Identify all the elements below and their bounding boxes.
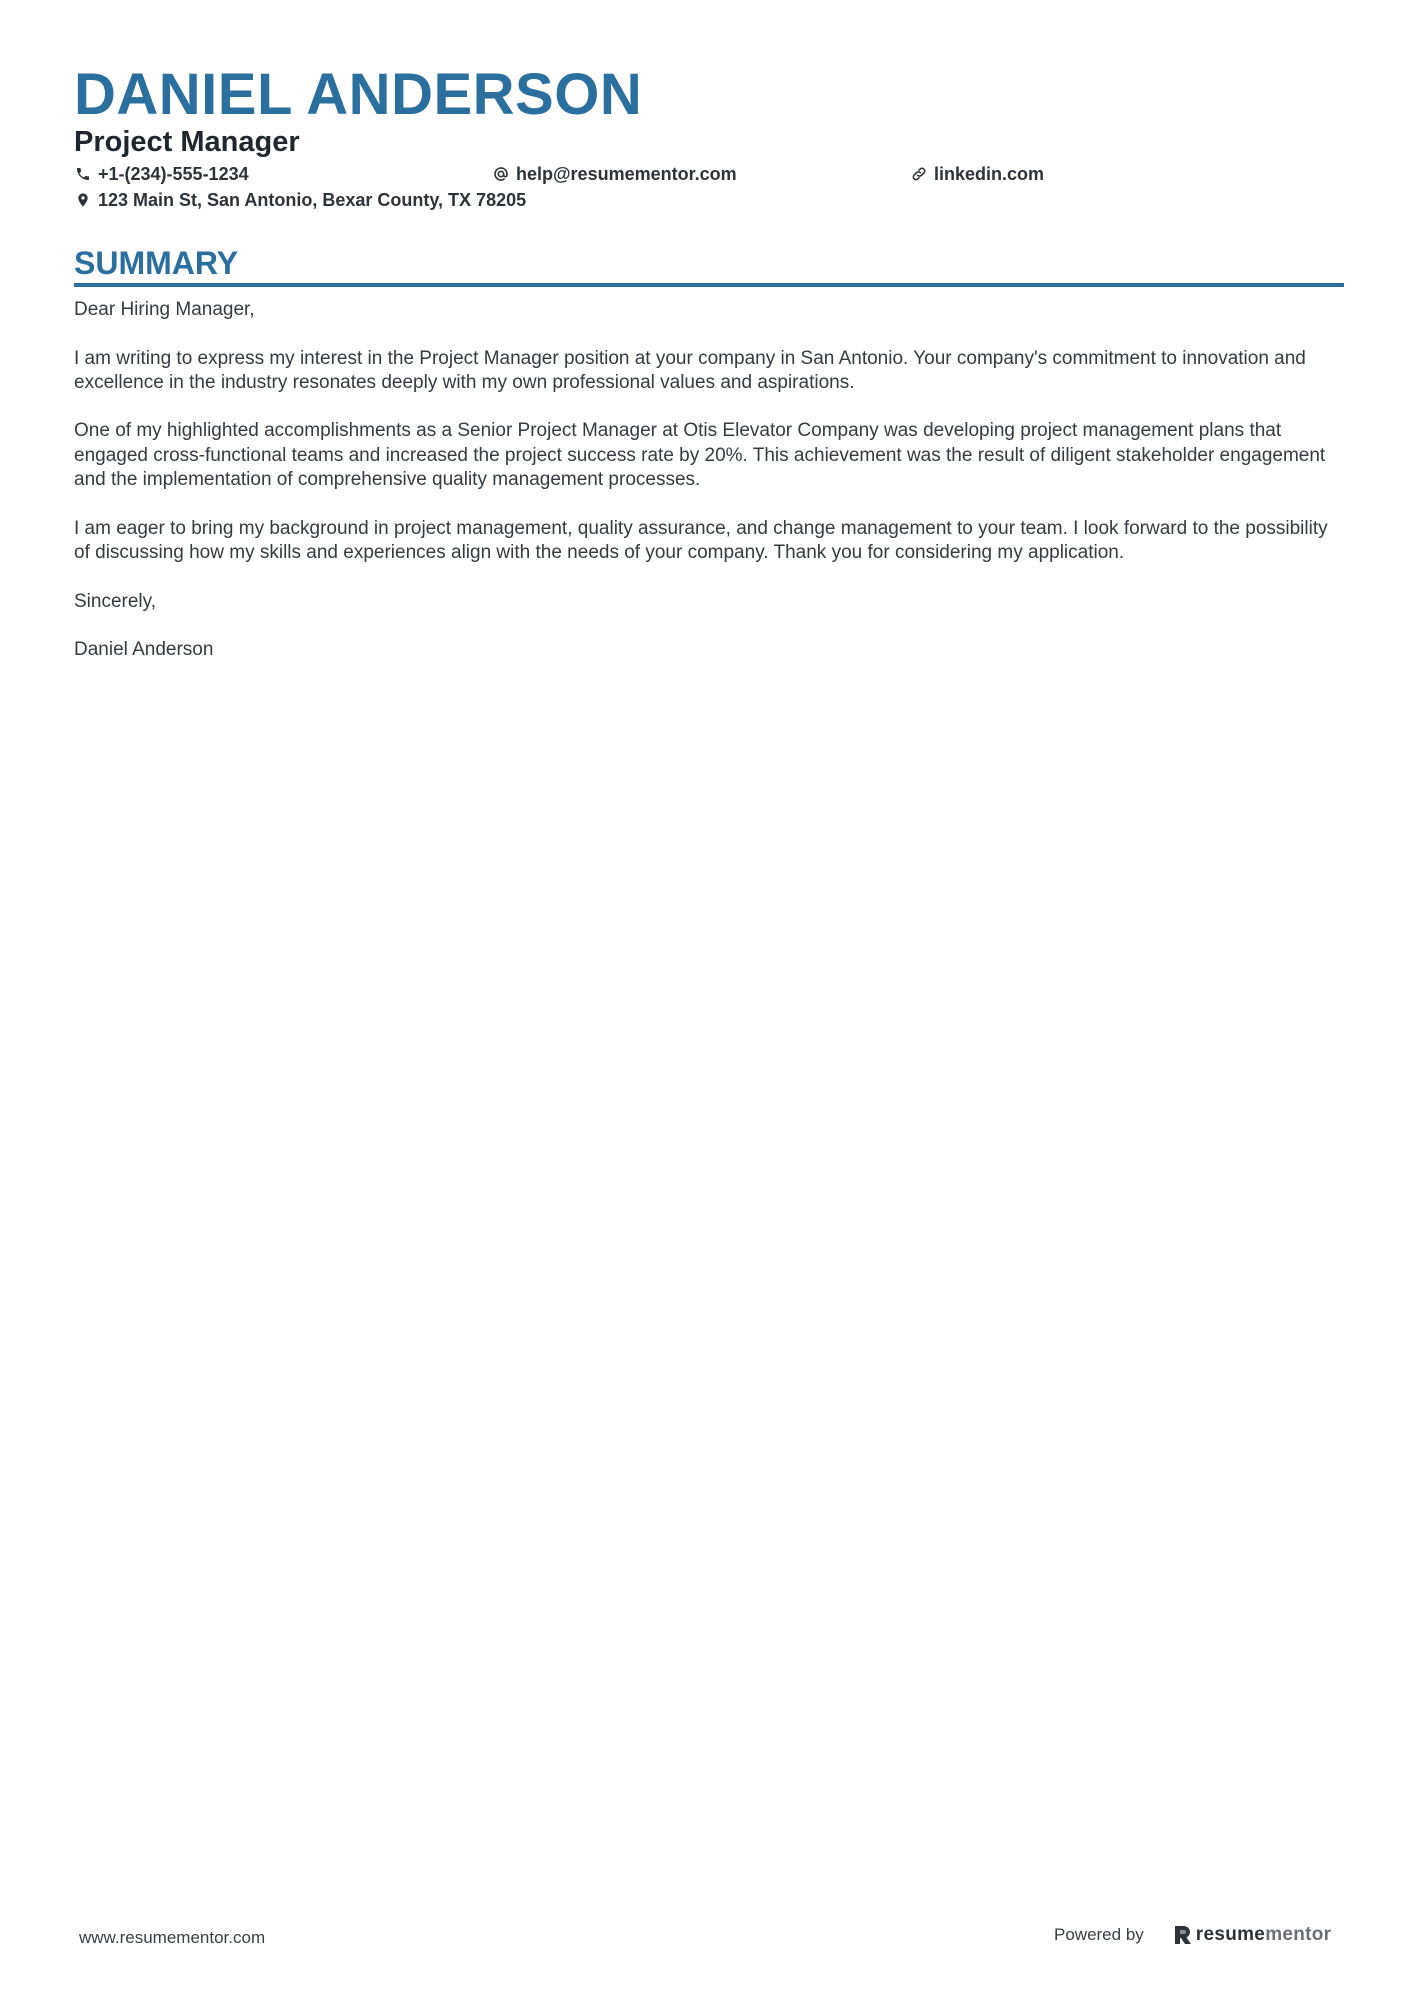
job-title: Project Manager bbox=[74, 126, 300, 158]
phone-icon bbox=[74, 165, 92, 183]
letter-paragraph-3: I am eager to bring my background in project management, quality assurance, and change management to your team. I look forward to the possibility of discussing how my skills and experiences align with the needs of your company. Thank you for considering my application. bbox=[74, 517, 1328, 563]
letter-paragraph-1: I am writing to express my interest in the Project Manager position at your company in San Antonio. Your company's commitment to innovation and excellence in the industry resonates deeply with my own professional values and aspirations. bbox=[74, 347, 1306, 393]
map-pin-icon bbox=[74, 191, 92, 209]
contact-address bbox=[74, 188, 526, 212]
linkedin-text[interactable]: linkedin.com bbox=[934, 164, 1045, 184]
email-text[interactable]: help@resumementor.com bbox=[516, 164, 737, 184]
at-icon bbox=[492, 165, 510, 183]
phone-text: +1-(234)-555-1234 bbox=[98, 164, 249, 184]
brand-part-1: resume bbox=[1195, 1924, 1266, 1945]
powered-by-label: Powered by bbox=[1054, 1925, 1144, 1944]
section-title-summary: SUMMARY bbox=[74, 245, 239, 281]
footer-website[interactable]: www.resumementor.com bbox=[79, 1928, 266, 1947]
letter-paragraph-2: One of my highlighted accomplishments as a Senior Project Manager at Otis Elevator Company was developing project management plans that engaged cross-functional teams and increased the project success rate by 20%. This achievement was the result of diligent stakeholder engagement and the implementation of comprehensive quality management processes. bbox=[74, 420, 1326, 491]
footer-branding bbox=[1054, 1924, 1331, 1946]
letter-signature: Daniel Anderson bbox=[74, 639, 214, 661]
brand-logo[interactable] bbox=[1174, 1924, 1332, 1946]
candidate-name: DANIEL ANDERSON bbox=[74, 62, 643, 127]
letter-body bbox=[74, 298, 1344, 687]
resumementor-logo-icon bbox=[1174, 1925, 1196, 1945]
address-text: 123 Main St, San Antonio, Bexar County, TX 78205 bbox=[98, 190, 527, 210]
letter-greeting: Dear Hiring Manager, bbox=[74, 299, 255, 320]
letter-closing: Sincerely, bbox=[74, 590, 157, 612]
section-divider bbox=[74, 283, 1344, 287]
contact-linkedin[interactable] bbox=[910, 162, 1044, 186]
link-icon bbox=[910, 165, 928, 183]
brand-part-2: mentor bbox=[1265, 1924, 1332, 1945]
contact-email[interactable] bbox=[492, 162, 737, 186]
brand-wordmark bbox=[1196, 1924, 1332, 1946]
contact-phone bbox=[74, 162, 249, 186]
